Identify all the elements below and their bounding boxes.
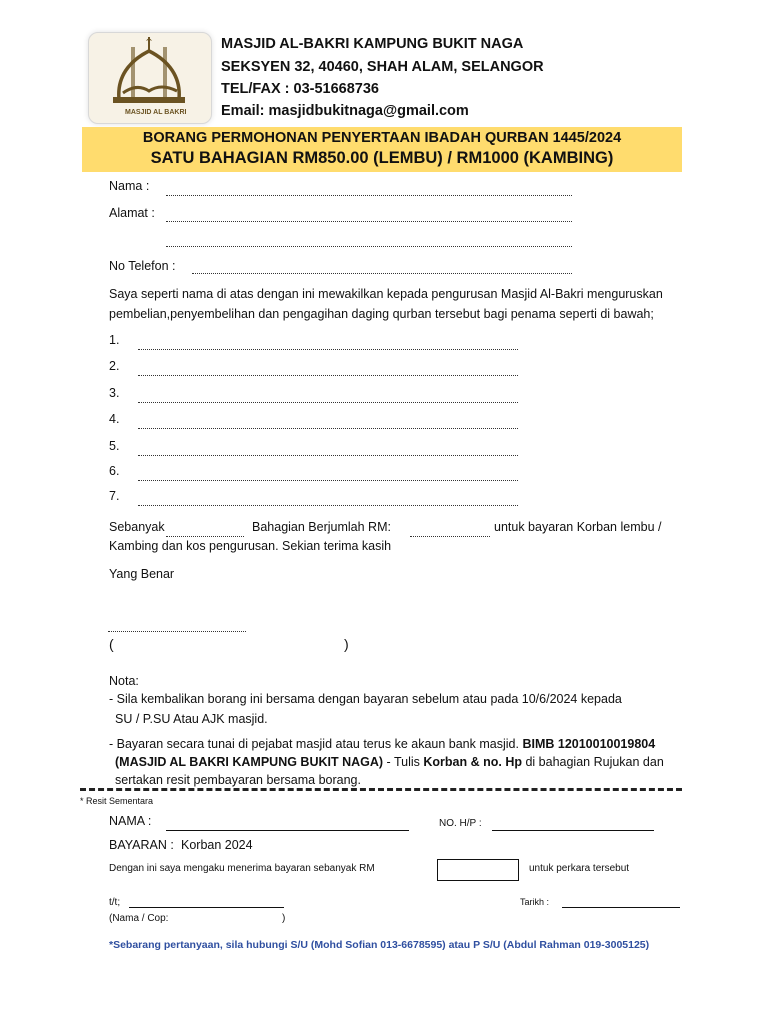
penama-field-3[interactable]	[138, 402, 518, 403]
signature-line[interactable]	[108, 631, 246, 632]
mosque-email: Email: masjidbukitnaga@gmail.com	[221, 103, 469, 119]
penama-number-5: 5.	[109, 439, 120, 453]
receipt-pengakuan-text: Dengan ini saya mengaku menerima bayaran sebanyak RM	[109, 863, 375, 874]
penama-field-4[interactable]	[138, 428, 518, 429]
kambing-text: Kambing dan kos pengurusan. Sekian terima kasih	[109, 539, 392, 553]
nota-item-2-text: - Bayaran secara tunai di pejabat masjid atau terus ke akaun bank masjid.	[109, 737, 519, 751]
rujukan-text: di bahagian Rujukan dan	[525, 755, 664, 769]
receipt-nohp-field[interactable]	[492, 830, 654, 831]
logo-caption: MASJID AL BAKRI	[125, 109, 187, 116]
cut-line-divider	[80, 788, 682, 791]
receipt-nama-label: NAMA :	[109, 814, 152, 828]
nama-label: Nama :	[109, 179, 150, 193]
bank-account: BIMB 12010010019804	[522, 737, 656, 751]
telefon-label: No Telefon :	[109, 259, 176, 273]
nota-title: Nota:	[109, 674, 139, 688]
tt-label: t/t;	[109, 897, 121, 908]
tulis-text: - Tulis	[386, 755, 420, 769]
penama-number-2: 2.	[109, 359, 120, 373]
alamat-field-1[interactable]	[166, 221, 572, 222]
tt-field[interactable]	[129, 907, 284, 908]
receipt-nohp-label: NO. H/P :	[439, 818, 482, 829]
penama-field-5[interactable]	[138, 455, 518, 456]
account-holder: (MASJID AL BAKRI KAMPUNG BUKIT NAGA)	[115, 755, 384, 769]
penama-field-7[interactable]	[138, 505, 518, 506]
telefon-field[interactable]	[192, 273, 572, 274]
mosque-logo	[88, 32, 212, 124]
sebanyak-label: Sebanyak	[109, 520, 165, 534]
penama-field-1[interactable]	[138, 349, 518, 350]
tarikh-label: Tarikh :	[520, 897, 550, 907]
tarikh-field[interactable]	[562, 907, 680, 908]
nota-item-1-cont: SU / P.SU Atau AJK masjid.	[115, 712, 268, 726]
mosque-address: SEKSYEN 32, 40460, SHAH ALAM, SELANGOR	[221, 59, 544, 75]
rujukan-hint: Korban & no. Hp	[423, 755, 522, 769]
nota-item-2-line-3: sertakan resit pembayaran bersama borang.	[115, 773, 361, 787]
form-subtitle: SATU BAHAGIAN RM850.00 (LEMBU) / RM1000 (KAMBING)	[150, 149, 614, 167]
receipt-perkara-text: untuk perkara tersebut	[529, 863, 630, 874]
penama-field-2[interactable]	[138, 375, 518, 376]
penama-number-4: 4.	[109, 412, 120, 426]
form-title-banner	[82, 127, 682, 172]
signature-paren-close: )	[344, 636, 349, 652]
nama-field[interactable]	[166, 195, 572, 196]
nota-item-2	[109, 737, 655, 751]
statement-line-2: pembelian,penyembelihan dan pengagihan daging qurban tersebut bagi penama seperti di bawah;	[109, 307, 654, 321]
nota-item-1: - Sila kembalikan borang ini bersama dengan bayaran sebelum atau pada 10/6/2024 kepada	[109, 692, 622, 706]
statement-text	[109, 284, 709, 324]
bahagian-label: Bahagian Berjumlah RM:	[252, 520, 391, 534]
resit-sementara-label: * Resit Sementara	[80, 796, 154, 806]
mosque-name: MASJID AL-BAKRI KAMPUNG BUKIT NAGA	[221, 36, 524, 52]
yang-benar: Yang Benar	[109, 567, 175, 581]
mosque-telfax: TEL/FAX : 03-51668736	[221, 81, 379, 97]
penama-field-6[interactable]	[138, 480, 518, 481]
untuk-text: untuk bayaran Korban lembu /	[494, 520, 662, 534]
statement-line-1: Saya seperti nama di atas dengan ini mewakilkan kepada pengurusan Masjid Al-Bakri menguruskan	[109, 287, 663, 301]
receipt-bayaran-label: BAYARAN :	[109, 838, 174, 852]
penama-number-3: 3.	[109, 386, 120, 400]
nama-cop-label: (Nama / Cop:	[109, 913, 169, 924]
penama-number-6: 6.	[109, 464, 120, 478]
alamat-field-2[interactable]	[166, 246, 572, 247]
contact-footer: *Sebarang pertanyaan, sila hubungi S/U (Mohd Sofian 013-6678595) atau P S/U (Abdul Rahman 019-3005125)	[109, 939, 650, 951]
form-title: BORANG PERMOHONAN PENYERTAAN IBADAH QURBAN 1445/2024	[142, 130, 622, 146]
nama-cop-close: )	[282, 913, 286, 924]
sebanyak-field[interactable]	[166, 536, 244, 537]
nota-item-2-line-2	[115, 755, 664, 769]
alamat-label: Alamat :	[109, 206, 155, 220]
penama-number-1: 1.	[109, 333, 120, 347]
receipt-bayaran-value: Korban 2024	[181, 838, 253, 852]
receipt-nama-field[interactable]	[166, 830, 409, 831]
penama-number-7: 7.	[109, 489, 120, 503]
amount-box[interactable]	[437, 859, 519, 881]
signature-paren-open: (	[109, 636, 114, 652]
jumlah-field[interactable]	[410, 536, 490, 537]
